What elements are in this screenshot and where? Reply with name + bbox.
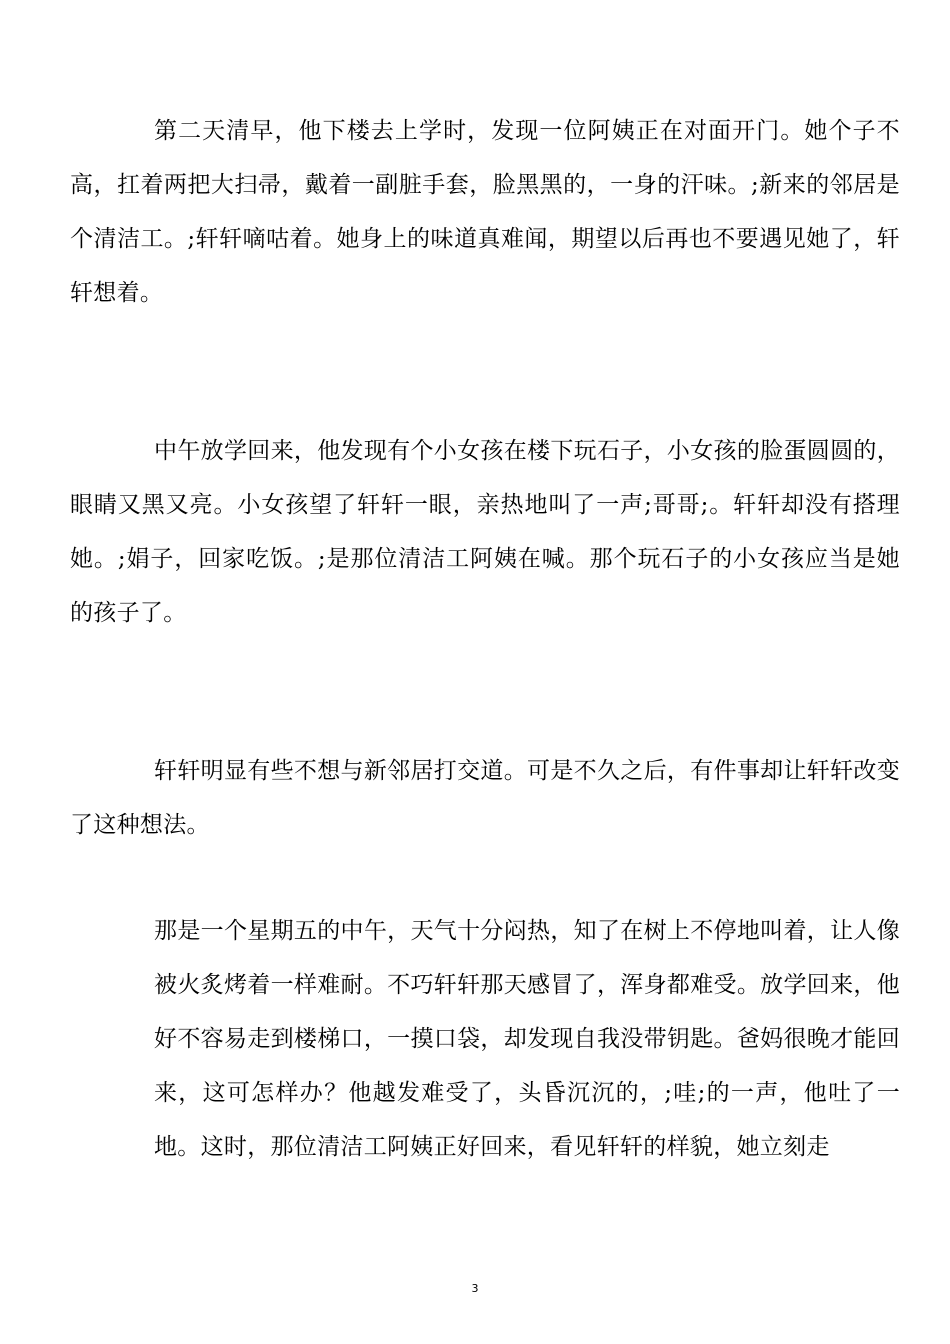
page-number: 3 — [471, 1282, 479, 1295]
paragraph-2: 中午放学回来，他发现有个小女孩在楼下玩石子，小女孩的脸蛋圆圆的，眼睛又黑又亮。小女孩望了轩轩一眼，亲热地叫了一声;哥哥;。轩轩却没有搭理她。;娟子，回家吃饭。;是那位清洁工阿姨在喊。那个玩石子的小女孩应当是她的孩子了。 — [70, 438, 900, 626]
paragraph-3: 轩轩明显有些不想与新邻居打交道。可是不久之后，有件事却让轩轩改变了这种想法。 — [70, 758, 900, 838]
paragraph-4: 那是一个星期五的中午，天气十分闷热，知了在树上不停地叫着，让人像被火炙烤着一样难耐。不巧轩轩那天感冒了，浑身都难受。放学回来，他好不容易走到楼梯口，一摸口袋，却发现自我没带钥匙。爸妈很晚才能回来，这可怎样办？他越发难受了，头昏沉沉的，;哇;的一声，他吐了一地。这时，那位清洁工阿姨正好回来，看见轩轩的样貌，她立刻走 — [154, 918, 900, 1160]
paragraph-1: 第二天清早，他下楼去上学时，发现一位阿姨正在对面开门。她个子不高，扛着两把大扫帚，戴着一副脏手套，脸黑黑的，一身的汗味。;新来的邻居是个清洁工。;轩轩嘀咕着。她身上的味道真难闻，期望以后再也不要遇见她了，轩轩想着。 — [70, 118, 900, 306]
